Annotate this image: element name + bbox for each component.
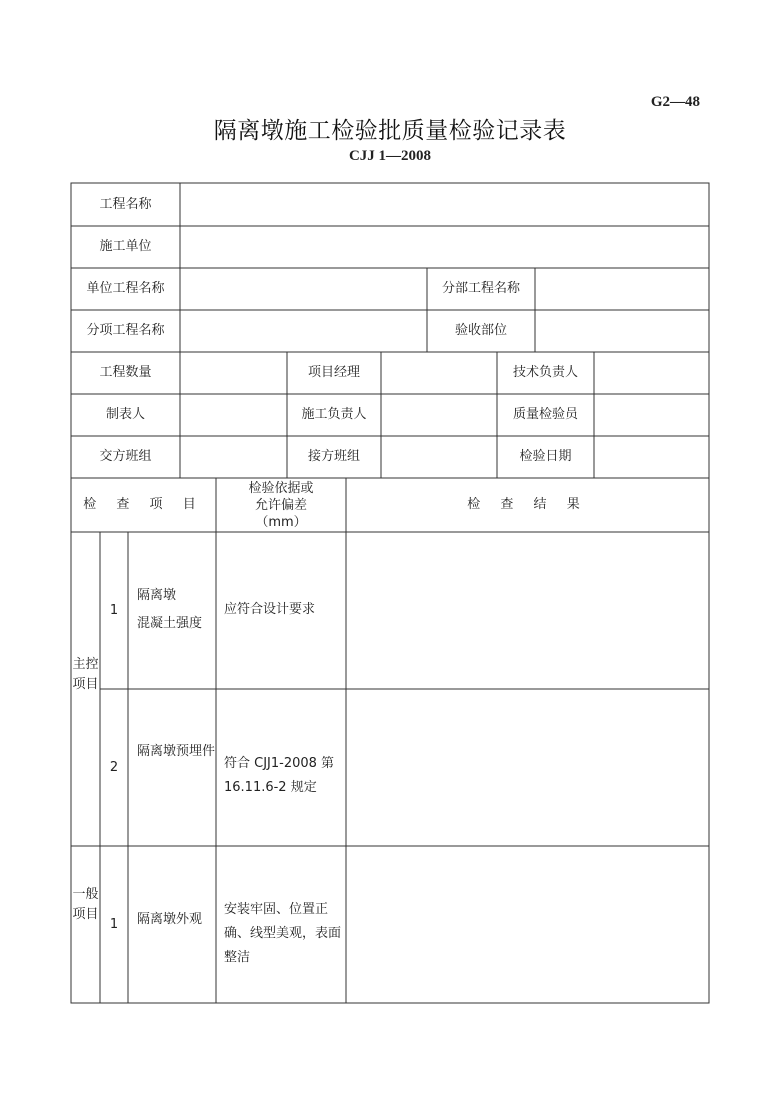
page-title: 隔离墩施工检验批质量检验记录表 bbox=[213, 118, 567, 144]
tabulator-label: 制表人 bbox=[105, 407, 145, 423]
construction-lead-label: 施工负责人 bbox=[301, 407, 367, 423]
inspection-item-header: 检 查 项 目 bbox=[83, 497, 204, 513]
main-item-1-basis: 应符合设计要求 bbox=[224, 602, 316, 617]
main-item-2-name: 隔离墩预埋件 bbox=[137, 744, 216, 759]
general-item-1-name: 隔离墩外观 bbox=[137, 912, 203, 927]
quantity-label: 工程数量 bbox=[99, 365, 152, 381]
quality-inspector-label: 质量检验员 bbox=[512, 407, 578, 423]
handover-team-label: 交方班组 bbox=[99, 449, 152, 465]
inspection-result-header: 检 查 结 果 bbox=[467, 497, 588, 513]
construction-unit-label: 施工单位 bbox=[99, 239, 152, 255]
technical-lead-label: 技术负责人 bbox=[512, 365, 578, 381]
division-project-name-label: 分部工程名称 bbox=[441, 281, 520, 297]
unit-project-name-label: 单位工程名称 bbox=[86, 281, 165, 297]
general-item-1-basis: 安装牢固、位置正确、线型美观，表面整洁 bbox=[224, 902, 342, 965]
project-name-label: 工程名称 bbox=[99, 196, 152, 212]
inspection-basis-header: 检验依据或 允许偏差 （mm） bbox=[248, 480, 314, 530]
main-control-label: 主控项目 bbox=[72, 657, 99, 692]
standard-code: CJJ 1—2008 bbox=[348, 148, 432, 164]
form-code: G2—48 bbox=[650, 94, 700, 110]
general-label: 一般项目 bbox=[72, 887, 99, 922]
general-item-1-no: 1 bbox=[109, 916, 119, 932]
project-manager-label: 项目经理 bbox=[307, 365, 360, 381]
subitem-project-name-label: 分项工程名称 bbox=[86, 323, 165, 339]
inspection-date-label: 检验日期 bbox=[519, 449, 572, 465]
main-item-1-name: 隔离墩 混凝土强度 bbox=[137, 588, 203, 631]
acceptance-part-label: 验收部位 bbox=[454, 323, 507, 339]
main-item-2-no: 2 bbox=[109, 759, 119, 775]
main-item-2-basis: 符合 CJJ1-2008 第 16.11.6-2 规定 bbox=[224, 756, 335, 795]
main-item-1-no: 1 bbox=[109, 602, 119, 618]
takeover-team-label: 接方班组 bbox=[307, 449, 360, 465]
